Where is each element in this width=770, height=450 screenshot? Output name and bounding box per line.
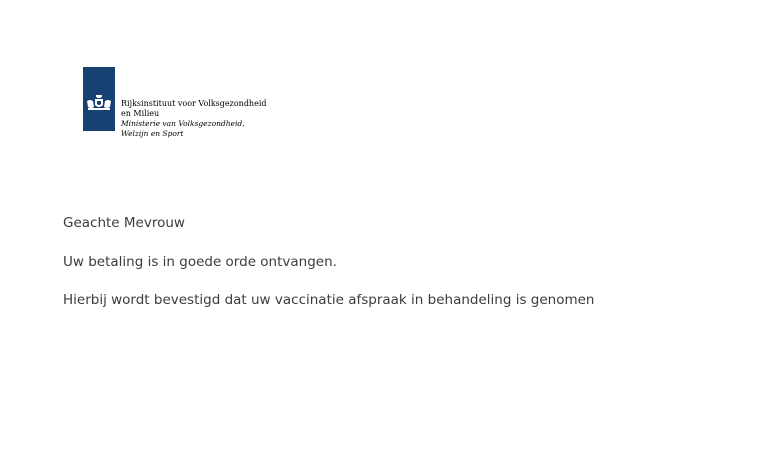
logo-text bbox=[121, 99, 267, 139]
organization-name-line-1: Rijksinstituut voor Volksgezondheid bbox=[121, 99, 267, 108]
salutation: Geachte Mevrouw bbox=[63, 215, 185, 231]
ministry-name-line-1: Ministerie van Volksgezondheid, bbox=[121, 119, 245, 128]
payment-confirmation-text: Uw betaling is in goede orde ontvangen. bbox=[63, 254, 337, 270]
royal-coat-of-arms-icon bbox=[85, 95, 113, 111]
logo-ribbon bbox=[83, 67, 115, 131]
appointment-confirmation-text: Hierbij wordt bevestigd dat uw vaccinatie afspraak in behandeling is genomen bbox=[63, 292, 595, 308]
organization-logo bbox=[83, 67, 267, 139]
ministry-name-line-2: Welzijn en Sport bbox=[121, 129, 184, 138]
message-body bbox=[63, 214, 594, 310]
organization-name-line-2: en Milieu bbox=[121, 109, 160, 118]
